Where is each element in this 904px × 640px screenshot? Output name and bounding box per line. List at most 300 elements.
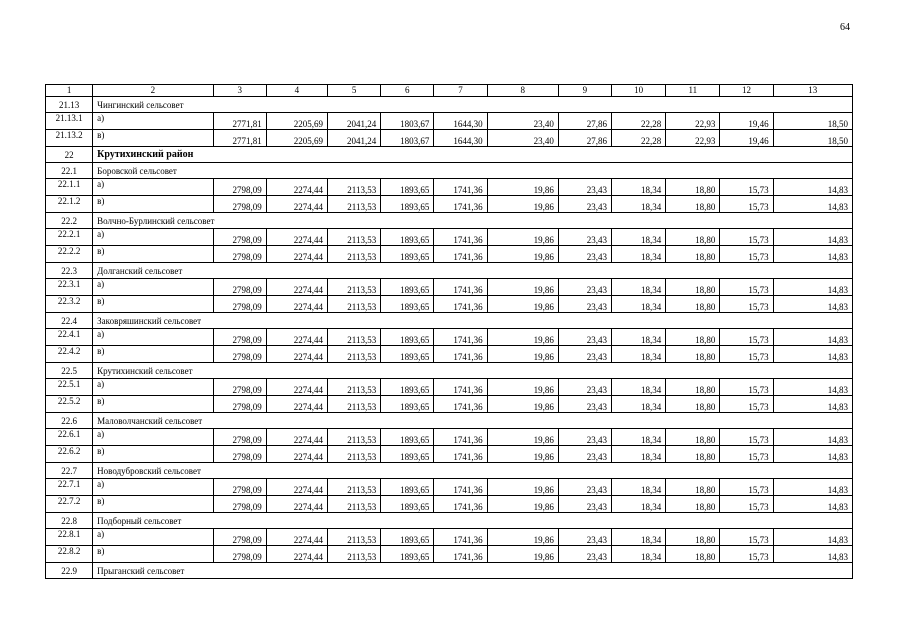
value-cell: 2113,53: [328, 429, 381, 446]
value-cell: 1893,65: [381, 379, 434, 396]
value-cell: 2798,09: [213, 196, 266, 213]
value-cell: 2041,24: [328, 113, 381, 130]
row-label: в): [93, 496, 213, 513]
value-cell: 18,80: [666, 496, 720, 513]
table-row: [46, 246, 853, 263]
value-cell: 18,80: [666, 446, 720, 463]
value-cell: 15,73: [720, 396, 773, 413]
value-cell: 14,83: [773, 546, 852, 563]
value-cell: 2274,44: [266, 229, 327, 246]
value-cell: 14,83: [773, 529, 852, 546]
row-label: а): [93, 379, 213, 396]
table-row: [46, 329, 853, 346]
value-cell: 1741,36: [434, 446, 487, 463]
section-row: [46, 513, 853, 529]
value-cell: 2205,69: [266, 130, 327, 147]
value-cell: 1893,65: [381, 446, 434, 463]
value-cell: 23,43: [558, 379, 611, 396]
table-row: [46, 346, 853, 363]
value-cell: 18,34: [612, 346, 666, 363]
value-cell: 2274,44: [266, 446, 327, 463]
row-code: 22.8.1: [46, 529, 93, 546]
section-row: [46, 313, 853, 329]
row-code: 22: [46, 147, 93, 163]
column-header-8: 8: [487, 85, 558, 97]
section-row: [46, 213, 853, 229]
value-cell: 23,43: [558, 179, 611, 196]
value-cell: 19,86: [487, 179, 558, 196]
value-cell: 2274,44: [266, 346, 327, 363]
value-cell: 18,80: [666, 246, 720, 263]
value-cell: 27,86: [558, 130, 611, 147]
value-cell: 1893,65: [381, 479, 434, 496]
row-code: 22.5.2: [46, 396, 93, 413]
value-cell: 27,86: [558, 113, 611, 130]
column-header-4: 4: [266, 85, 327, 97]
table-row: [46, 179, 853, 196]
row-code: 22.4.1: [46, 329, 93, 346]
value-cell: 22,93: [666, 130, 720, 147]
header-row: [46, 85, 853, 97]
value-cell: 15,73: [720, 179, 773, 196]
row-label: в): [93, 196, 213, 213]
column-header-2: 2: [93, 85, 213, 97]
table-body: [46, 85, 853, 579]
value-cell: 14,83: [773, 496, 852, 513]
section-title: Боровской сельсовет: [93, 163, 853, 179]
value-cell: 18,34: [612, 496, 666, 513]
value-cell: 1741,36: [434, 379, 487, 396]
value-cell: 23,43: [558, 296, 611, 313]
value-cell: 1741,36: [434, 179, 487, 196]
value-cell: 14,83: [773, 296, 852, 313]
row-code: 22.2.1: [46, 229, 93, 246]
value-cell: 2113,53: [328, 329, 381, 346]
value-cell: 2274,44: [266, 529, 327, 546]
value-cell: 23,43: [558, 279, 611, 296]
value-cell: 18,34: [612, 329, 666, 346]
value-cell: 22,93: [666, 113, 720, 130]
value-cell: 18,34: [612, 396, 666, 413]
value-cell: 14,83: [773, 396, 852, 413]
section-row: [46, 147, 853, 163]
value-cell: 1893,65: [381, 179, 434, 196]
value-cell: 2274,44: [266, 329, 327, 346]
row-code: 21.13.2: [46, 130, 93, 147]
section-row: [46, 413, 853, 429]
tariff-table: [45, 84, 853, 579]
value-cell: 15,73: [720, 379, 773, 396]
value-cell: 19,86: [487, 496, 558, 513]
section-title: Чингинский сельсовет: [93, 97, 853, 113]
row-code: 22.3: [46, 263, 93, 279]
value-cell: 1893,65: [381, 429, 434, 446]
value-cell: 14,83: [773, 346, 852, 363]
value-cell: 2113,53: [328, 179, 381, 196]
value-cell: 15,73: [720, 446, 773, 463]
row-label: а): [93, 113, 213, 130]
value-cell: 1741,36: [434, 329, 487, 346]
row-label: а): [93, 429, 213, 446]
row-code: 22.6: [46, 413, 93, 429]
section-title: Долганский сельсовет: [93, 263, 853, 279]
value-cell: 2274,44: [266, 429, 327, 446]
table-row: [46, 479, 853, 496]
value-cell: 2771,81: [213, 113, 266, 130]
value-cell: 15,73: [720, 196, 773, 213]
column-header-3: 3: [213, 85, 266, 97]
value-cell: 23,43: [558, 429, 611, 446]
row-code: 22.1.2: [46, 196, 93, 213]
value-cell: 1741,36: [434, 229, 487, 246]
row-label: а): [93, 229, 213, 246]
value-cell: 19,46: [720, 113, 773, 130]
value-cell: 19,86: [487, 429, 558, 446]
value-cell: 2798,09: [213, 446, 266, 463]
value-cell: 18,80: [666, 279, 720, 296]
section-title: Подборный сельсовет: [93, 513, 853, 529]
value-cell: 18,34: [612, 546, 666, 563]
value-cell: 2798,09: [213, 429, 266, 446]
value-cell: 2798,09: [213, 379, 266, 396]
value-cell: 1741,36: [434, 496, 487, 513]
row-code: 22.6.2: [46, 446, 93, 463]
value-cell: 18,80: [666, 179, 720, 196]
value-cell: 1803,67: [381, 130, 434, 147]
table-row: [46, 546, 853, 563]
value-cell: 2798,09: [213, 329, 266, 346]
value-cell: 18,50: [773, 130, 852, 147]
value-cell: 2113,53: [328, 196, 381, 213]
row-label: в): [93, 446, 213, 463]
value-cell: 14,83: [773, 379, 852, 396]
value-cell: 2113,53: [328, 246, 381, 263]
value-cell: 1893,65: [381, 396, 434, 413]
value-cell: 2113,53: [328, 296, 381, 313]
value-cell: 1893,65: [381, 346, 434, 363]
value-cell: 15,73: [720, 546, 773, 563]
section-title: Волчно-Бурлинский сельсовет: [93, 213, 853, 229]
value-cell: 19,86: [487, 329, 558, 346]
row-label: в): [93, 546, 213, 563]
row-code: 22.6.1: [46, 429, 93, 446]
value-cell: 19,86: [487, 546, 558, 563]
value-cell: 2798,09: [213, 246, 266, 263]
value-cell: 23,43: [558, 196, 611, 213]
value-cell: 2274,44: [266, 196, 327, 213]
row-code: 22.2: [46, 213, 93, 229]
value-cell: 2274,44: [266, 246, 327, 263]
value-cell: 18,34: [612, 429, 666, 446]
value-cell: 22,28: [612, 113, 666, 130]
table-row: [46, 529, 853, 546]
table-row: [46, 429, 853, 446]
column-header-12: 12: [720, 85, 773, 97]
value-cell: 19,86: [487, 296, 558, 313]
value-cell: 15,73: [720, 229, 773, 246]
value-cell: 23,43: [558, 229, 611, 246]
value-cell: 2113,53: [328, 279, 381, 296]
value-cell: 1741,36: [434, 296, 487, 313]
row-label: в): [93, 246, 213, 263]
value-cell: 18,34: [612, 529, 666, 546]
value-cell: 2771,81: [213, 130, 266, 147]
row-code: 22.3.2: [46, 296, 93, 313]
value-cell: 2113,53: [328, 346, 381, 363]
value-cell: 18,80: [666, 529, 720, 546]
row-label: в): [93, 396, 213, 413]
value-cell: 2798,09: [213, 346, 266, 363]
value-cell: 23,40: [487, 130, 558, 147]
row-code: 22.7: [46, 463, 93, 479]
value-cell: 1644,30: [434, 130, 487, 147]
value-cell: 19,86: [487, 379, 558, 396]
value-cell: 19,86: [487, 396, 558, 413]
value-cell: 15,73: [720, 329, 773, 346]
value-cell: 2798,09: [213, 296, 266, 313]
column-header-1: 1: [46, 85, 93, 97]
row-code: 22.2.2: [46, 246, 93, 263]
value-cell: 14,83: [773, 479, 852, 496]
table-row: [46, 229, 853, 246]
row-label: а): [93, 279, 213, 296]
value-cell: 18,80: [666, 296, 720, 313]
value-cell: 18,80: [666, 329, 720, 346]
value-cell: 2274,44: [266, 179, 327, 196]
table-row: [46, 496, 853, 513]
value-cell: 2798,09: [213, 546, 266, 563]
column-header-9: 9: [558, 85, 611, 97]
value-cell: 14,83: [773, 246, 852, 263]
row-label: в): [93, 346, 213, 363]
section-row: [46, 163, 853, 179]
value-cell: 18,34: [612, 479, 666, 496]
column-header-10: 10: [612, 85, 666, 97]
value-cell: 2113,53: [328, 529, 381, 546]
section-row: [46, 97, 853, 113]
table-row: [46, 130, 853, 147]
row-code: 22.1: [46, 163, 93, 179]
value-cell: 18,34: [612, 229, 666, 246]
value-cell: 14,83: [773, 329, 852, 346]
page-number: 64: [840, 22, 850, 33]
value-cell: 18,80: [666, 546, 720, 563]
value-cell: 1803,67: [381, 113, 434, 130]
value-cell: 2274,44: [266, 379, 327, 396]
value-cell: 2798,09: [213, 229, 266, 246]
value-cell: 23,43: [558, 396, 611, 413]
value-cell: 15,73: [720, 496, 773, 513]
row-label: а): [93, 479, 213, 496]
value-cell: 2113,53: [328, 479, 381, 496]
value-cell: 1893,65: [381, 329, 434, 346]
row-label: в): [93, 130, 213, 147]
value-cell: 2113,53: [328, 229, 381, 246]
row-code: 22.5: [46, 363, 93, 379]
column-header-11: 11: [666, 85, 720, 97]
value-cell: 23,40: [487, 113, 558, 130]
table-row: [46, 446, 853, 463]
section-title: Прыганский сельсовет: [93, 563, 853, 579]
value-cell: 1741,36: [434, 479, 487, 496]
value-cell: 15,73: [720, 429, 773, 446]
value-cell: 2113,53: [328, 396, 381, 413]
value-cell: 19,86: [487, 196, 558, 213]
value-cell: 14,83: [773, 279, 852, 296]
value-cell: 23,43: [558, 479, 611, 496]
value-cell: 18,80: [666, 196, 720, 213]
value-cell: 18,80: [666, 429, 720, 446]
value-cell: 19,86: [487, 246, 558, 263]
row-code: 22.4: [46, 313, 93, 329]
value-cell: 19,86: [487, 479, 558, 496]
value-cell: 1741,36: [434, 246, 487, 263]
row-label: а): [93, 179, 213, 196]
row-code: 22.8.2: [46, 546, 93, 563]
value-cell: 2113,53: [328, 379, 381, 396]
value-cell: 18,80: [666, 479, 720, 496]
value-cell: 1644,30: [434, 113, 487, 130]
value-cell: 14,83: [773, 429, 852, 446]
section-row: [46, 363, 853, 379]
value-cell: 2113,53: [328, 496, 381, 513]
value-cell: 15,73: [720, 296, 773, 313]
value-cell: 23,43: [558, 496, 611, 513]
value-cell: 19,86: [487, 229, 558, 246]
value-cell: 15,73: [720, 346, 773, 363]
value-cell: 2798,09: [213, 179, 266, 196]
value-cell: 2798,09: [213, 279, 266, 296]
value-cell: 15,73: [720, 529, 773, 546]
value-cell: 2798,09: [213, 529, 266, 546]
section-title: Крутихинский район: [93, 147, 853, 163]
section-title: Новодубровский сельсовет: [93, 463, 853, 479]
value-cell: 18,34: [612, 379, 666, 396]
row-label: а): [93, 529, 213, 546]
value-cell: 1741,36: [434, 546, 487, 563]
value-cell: 18,80: [666, 229, 720, 246]
value-cell: 1893,65: [381, 196, 434, 213]
table-row: [46, 196, 853, 213]
value-cell: 2113,53: [328, 546, 381, 563]
value-cell: 23,43: [558, 246, 611, 263]
value-cell: 2798,09: [213, 396, 266, 413]
value-cell: 18,80: [666, 379, 720, 396]
section-title: Маловолчанский сельсовет: [93, 413, 853, 429]
row-code: 22.7.2: [46, 496, 93, 513]
value-cell: 1893,65: [381, 229, 434, 246]
row-label: а): [93, 329, 213, 346]
row-code: 22.1.1: [46, 179, 93, 196]
value-cell: 2113,53: [328, 446, 381, 463]
value-cell: 2205,69: [266, 113, 327, 130]
value-cell: 23,43: [558, 446, 611, 463]
value-cell: 23,43: [558, 346, 611, 363]
value-cell: 14,83: [773, 179, 852, 196]
table-row: [46, 279, 853, 296]
value-cell: 2274,44: [266, 479, 327, 496]
column-header-6: 6: [381, 85, 434, 97]
value-cell: 2274,44: [266, 279, 327, 296]
row-code: 21.13: [46, 97, 93, 113]
value-cell: 18,34: [612, 196, 666, 213]
value-cell: 15,73: [720, 479, 773, 496]
value-cell: 2274,44: [266, 546, 327, 563]
value-cell: 18,34: [612, 296, 666, 313]
value-cell: 19,86: [487, 446, 558, 463]
value-cell: 1741,36: [434, 396, 487, 413]
value-cell: 19,86: [487, 346, 558, 363]
value-cell: 2274,44: [266, 496, 327, 513]
row-code: 22.5.1: [46, 379, 93, 396]
value-cell: 1741,36: [434, 279, 487, 296]
value-cell: 1741,36: [434, 346, 487, 363]
value-cell: 22,28: [612, 130, 666, 147]
value-cell: 18,80: [666, 346, 720, 363]
value-cell: 2798,09: [213, 496, 266, 513]
value-cell: 1893,65: [381, 279, 434, 296]
value-cell: 23,43: [558, 546, 611, 563]
section-title: Заковряшинский сельсовет: [93, 313, 853, 329]
row-code: 22.7.1: [46, 479, 93, 496]
value-cell: 18,50: [773, 113, 852, 130]
value-cell: 1893,65: [381, 296, 434, 313]
section-title: Крутихинский сельсовет: [93, 363, 853, 379]
value-cell: 19,86: [487, 529, 558, 546]
value-cell: 14,83: [773, 446, 852, 463]
value-cell: 2274,44: [266, 396, 327, 413]
value-cell: 2274,44: [266, 296, 327, 313]
section-row: [46, 563, 853, 579]
value-cell: 23,43: [558, 529, 611, 546]
table-row: [46, 113, 853, 130]
value-cell: 14,83: [773, 229, 852, 246]
table-row: [46, 296, 853, 313]
column-header-13: 13: [773, 85, 852, 97]
row-code: 22.8: [46, 513, 93, 529]
section-row: [46, 263, 853, 279]
value-cell: 19,86: [487, 279, 558, 296]
row-code: 22.4.2: [46, 346, 93, 363]
column-header-7: 7: [434, 85, 487, 97]
section-row: [46, 463, 853, 479]
value-cell: 1893,65: [381, 529, 434, 546]
row-label: в): [93, 296, 213, 313]
value-cell: 1741,36: [434, 529, 487, 546]
value-cell: 1893,65: [381, 546, 434, 563]
value-cell: 15,73: [720, 246, 773, 263]
row-code: 21.13.1: [46, 113, 93, 130]
row-code: 22.9: [46, 563, 93, 579]
table-row: [46, 379, 853, 396]
row-code: 22.3.1: [46, 279, 93, 296]
value-cell: 18,34: [612, 246, 666, 263]
column-header-5: 5: [328, 85, 381, 97]
value-cell: 18,34: [612, 446, 666, 463]
value-cell: 1893,65: [381, 496, 434, 513]
value-cell: 23,43: [558, 329, 611, 346]
value-cell: 1741,36: [434, 429, 487, 446]
value-cell: 18,34: [612, 279, 666, 296]
value-cell: 1741,36: [434, 196, 487, 213]
value-cell: 1893,65: [381, 246, 434, 263]
value-cell: 2041,24: [328, 130, 381, 147]
table-row: [46, 396, 853, 413]
value-cell: 18,80: [666, 396, 720, 413]
value-cell: 15,73: [720, 279, 773, 296]
value-cell: 2798,09: [213, 479, 266, 496]
value-cell: 14,83: [773, 196, 852, 213]
